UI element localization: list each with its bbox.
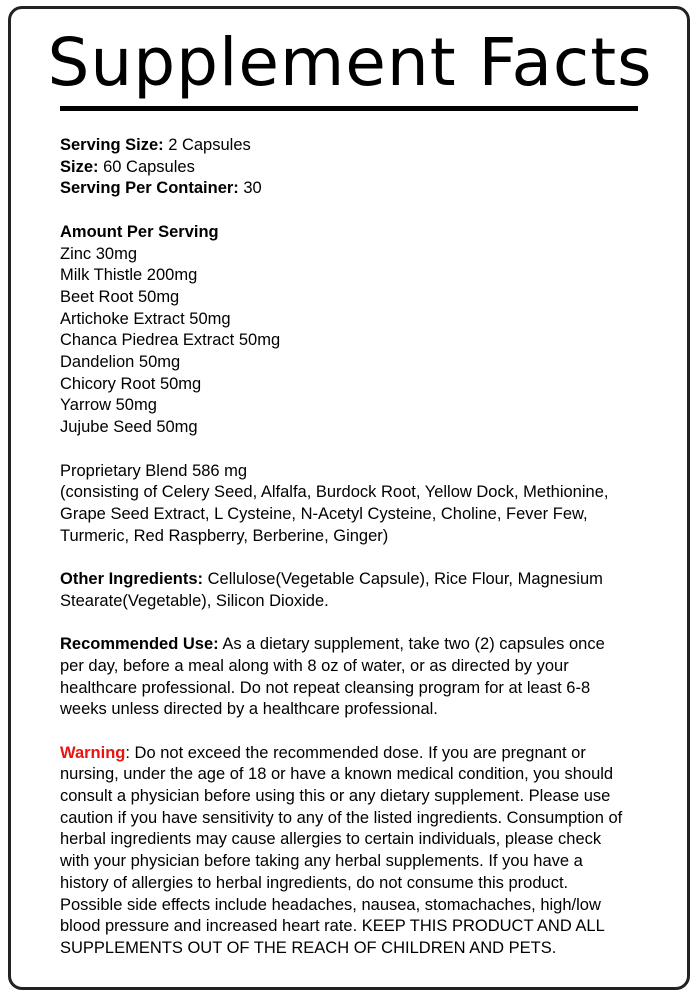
servings-per-container-label: Serving Per Container:	[60, 179, 239, 198]
recommended-use-line: healthcare professional. Do not repeat cleansing program for at least 6-8	[60, 678, 591, 697]
amount-per-serving-heading	[60, 222, 680, 244]
warning-line: with your physician before taking any herbal supplements. If you have a	[60, 852, 583, 871]
ingredient-item: Zinc 30mg	[60, 244, 138, 263]
warning-row	[60, 743, 680, 765]
ingredient-item: Milk Thistle 200mg	[60, 266, 198, 285]
recommended-use-line: weeks unless directed by a healthcare professional.	[60, 700, 438, 719]
ingredient-item: Chanca Piedrea Extract 50mg	[60, 331, 281, 350]
facts-content	[60, 135, 680, 960]
amount-per-serving-label: Amount Per Serving	[60, 222, 219, 241]
spacer	[60, 200, 680, 222]
size-row	[60, 157, 680, 179]
warning-label: Warning	[60, 743, 126, 762]
other-ingredients-label: Other Ingredients:	[60, 570, 204, 589]
warning-text: : Do not exceed the recommended dose. If you are pregnant or	[125, 743, 586, 762]
other-ingredients-text: Cellulose(Vegetable Capsule), Rice Flour, Magnesium	[203, 570, 603, 589]
other-ingredients-line: Stearate(Vegetable), Silicon Dioxide.	[60, 591, 329, 610]
ingredient-item: Chicory Root 50mg	[60, 374, 202, 393]
recommended-use-row	[60, 634, 680, 656]
warning-line: consult a physician before using this or any dietary supplement. Please use	[60, 787, 611, 806]
spacer	[60, 547, 680, 569]
ingredient-item: Artichoke Extract 50mg	[60, 309, 231, 328]
proprietary-blend-line: (consisting of Celery Seed, Alfalfa, Burdock Root, Yellow Dock, Methionine,	[60, 483, 609, 502]
warning-line: blood pressure and increased heart rate. KEEP THIS PRODUCT AND ALL	[60, 917, 605, 936]
ingredient-item: Dandelion 50mg	[60, 353, 181, 372]
title-divider	[60, 106, 638, 111]
serving-size-value: 2 Capsules	[163, 136, 251, 154]
proprietary-blend-line: Grape Seed Extract, L Cysteine, N-Acetyl Cysteine, Choline, Fever Few,	[60, 504, 588, 523]
recommended-use-label: Recommended Use:	[60, 635, 219, 654]
proprietary-blend-heading: Proprietary Blend 586 mg	[60, 461, 248, 480]
warning-line: history of allergies to herbal ingredients, do not consume this product.	[60, 873, 569, 892]
spacer	[60, 612, 680, 634]
serving-size-row	[60, 135, 680, 157]
proprietary-blend-line: Turmeric, Red Raspberry, Berberine, Ginger)	[60, 526, 389, 545]
recommended-use-text: As a dietary supplement, take two (2) capsules once	[218, 635, 605, 654]
warning-line: Possible side effects include headaches, nausea, stomachaches, high/low	[60, 895, 601, 914]
serving-size-label: Serving Size:	[60, 136, 164, 154]
page-title: Supplement Facts	[47, 24, 653, 101]
warning-line: caution if you have sensitivity to any of the listed ingredients. Consumption of	[60, 808, 623, 827]
servings-per-container-value: 30	[238, 179, 262, 198]
spacer	[60, 439, 680, 461]
ingredient-item: Yarrow 50mg	[60, 396, 157, 415]
warning-line: nursing, under the age of 18 or have a known medical condition, you should	[60, 765, 614, 784]
spacer	[60, 721, 680, 743]
warning-line: herbal ingredients may cause allergies to certain individuals, please check	[60, 830, 602, 849]
ingredient-item: Jujube Seed 50mg	[60, 418, 198, 437]
other-ingredients-row	[60, 569, 680, 591]
size-label: Size:	[60, 157, 99, 176]
size-value: 60 Capsules	[98, 157, 195, 176]
warning-line: SUPPLEMENTS OUT OF THE REACH OF CHILDREN AND PETS.	[60, 938, 557, 957]
recommended-use-line: per day, before a meal along with 8 oz of water, or as directed by your	[60, 656, 569, 675]
servings-per-container-row	[60, 178, 680, 200]
ingredient-item: Beet Root 50mg	[60, 287, 180, 306]
